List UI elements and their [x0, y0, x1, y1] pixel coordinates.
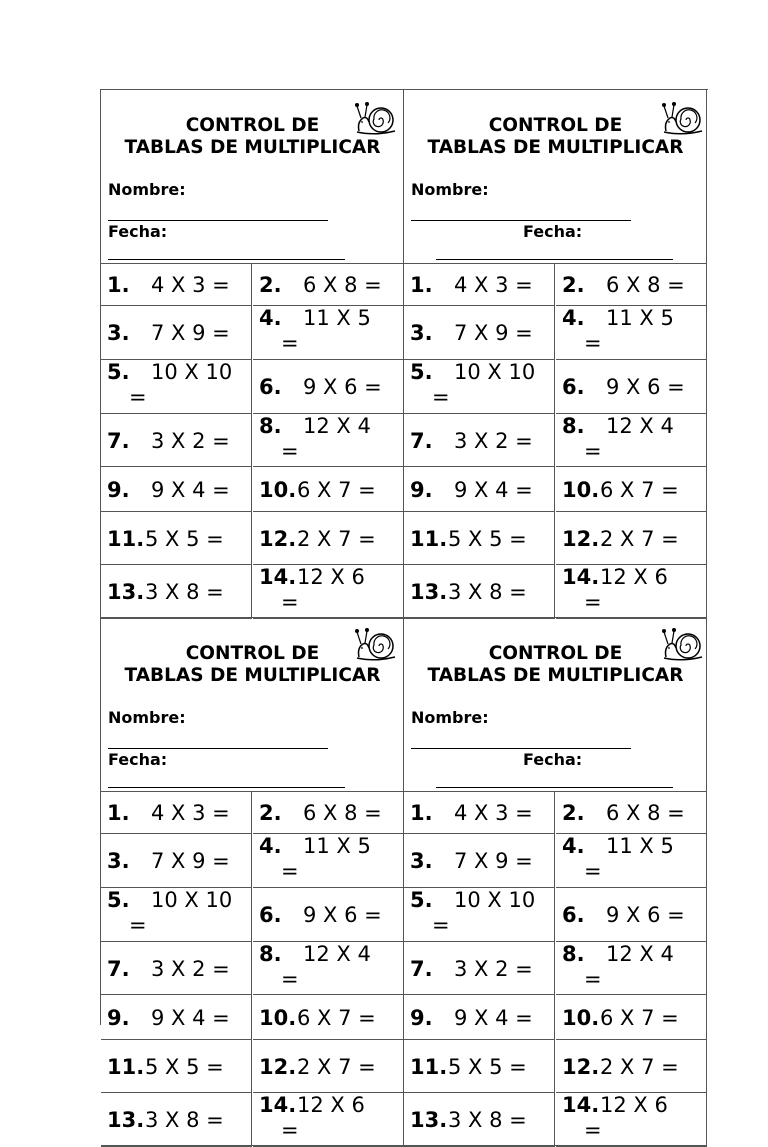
problem-cell[interactable] [253, 264, 404, 306]
problem-cell[interactable] [101, 264, 252, 306]
problem-continuation: = [281, 1118, 299, 1142]
card-title-line2: TABLAS DE MULTIPLICAR [427, 665, 684, 686]
problem-expression: 10 X 10 [151, 888, 233, 912]
problem-expression: 4 X 3 = [151, 801, 230, 825]
problem-cell[interactable] [404, 888, 555, 942]
snail-icon [658, 626, 706, 664]
problem-expression: 11 X 5 [606, 834, 674, 858]
problem-cell[interactable] [556, 414, 707, 467]
problem-cell[interactable] [556, 995, 707, 1040]
problem-expression: 9 X 4 = [151, 478, 230, 502]
problem-continuation: = [584, 859, 602, 883]
problem-expression: 9 X 6 = [606, 375, 685, 399]
date-line[interactable] [108, 259, 345, 260]
problem-cell[interactable] [404, 942, 555, 995]
problem-number: 4. [259, 834, 282, 858]
problem-continuation: = [584, 331, 602, 355]
problem-number: 4. [259, 306, 282, 330]
card-title-line2: TABLAS DE MULTIPLICAR [124, 137, 381, 158]
problem-cell[interactable] [253, 834, 404, 888]
problem-cell[interactable] [556, 360, 707, 414]
problem-number: 7. [410, 429, 433, 453]
problem-expression: 4 X 3 = [151, 273, 230, 297]
problem-cell[interactable] [556, 512, 707, 565]
problem-cell[interactable] [556, 1093, 707, 1147]
problem-cell[interactable] [556, 565, 707, 619]
problem-cell[interactable] [556, 792, 707, 834]
problem-cell[interactable] [556, 1040, 707, 1093]
date-line[interactable] [108, 787, 345, 788]
problem-cell[interactable] [556, 264, 707, 306]
card-title-line1: CONTROL DE [488, 643, 623, 664]
problem-cell[interactable] [404, 1040, 555, 1093]
problem-expression: 3 X 8 = [448, 580, 527, 604]
problem-cell[interactable] [253, 467, 404, 512]
problem-expression: 3 X 8 = [145, 580, 224, 604]
problem-continuation: = [129, 913, 147, 937]
problem-expression: 10 X 10 [151, 360, 233, 384]
name-label: Nombre: [108, 180, 186, 199]
problem-number: 9. [410, 478, 433, 502]
problem-expression: 10 X 10 [454, 888, 536, 912]
problem-number: 8. [259, 942, 282, 966]
problem-cell[interactable] [404, 414, 555, 467]
problem-expression: 9 X 6 = [606, 903, 685, 927]
problem-continuation: = [584, 967, 602, 991]
problem-number: 13. [410, 1108, 448, 1132]
problem-number: 14. [562, 565, 600, 589]
problem-expression: 9 X 6 = [303, 903, 382, 927]
problem-expression: 6 X 7 = [297, 1006, 376, 1030]
card-header [404, 618, 707, 792]
problem-cell[interactable] [101, 467, 252, 512]
problem-cell[interactable] [404, 565, 555, 619]
problem-number: 1. [107, 801, 130, 825]
problem-cell[interactable] [253, 306, 404, 360]
name-line[interactable] [411, 220, 631, 221]
problem-expression: 12 X 4 [303, 414, 371, 438]
problem-continuation: = [584, 1118, 602, 1142]
problem-number: 1. [410, 801, 433, 825]
problem-number: 12. [259, 1055, 297, 1079]
problem-expression: 2 X 7 = [600, 527, 679, 551]
problem-expression: 3 X 8 = [448, 1108, 527, 1132]
problem-expression: 6 X 8 = [303, 801, 382, 825]
problem-cell[interactable] [253, 1040, 404, 1093]
problem-number: 11. [107, 1055, 145, 1079]
problem-expression: 11 X 5 [303, 834, 371, 858]
problem-expression: 4 X 3 = [454, 801, 533, 825]
problem-number: 1. [410, 273, 433, 297]
problem-expression: 12 X 4 [303, 942, 371, 966]
date-label: Fecha: [523, 222, 583, 241]
problem-number: 12. [562, 1055, 600, 1079]
date-label: Fecha: [108, 222, 168, 241]
problem-expression: 9 X 4 = [454, 1006, 533, 1030]
date-label: Fecha: [108, 750, 168, 769]
problem-number: 5. [410, 888, 433, 912]
problem-expression: 5 X 5 = [145, 1055, 224, 1079]
problem-expression: 9 X 6 = [303, 375, 382, 399]
snail-icon [658, 100, 706, 138]
problem-number: 3. [107, 849, 130, 873]
problem-expression: 11 X 5 [606, 306, 674, 330]
name-line[interactable] [411, 748, 631, 749]
problem-cell[interactable] [253, 512, 404, 565]
problem-expression: 4 X 3 = [454, 273, 533, 297]
problem-number: 10. [259, 1006, 297, 1030]
problem-continuation: = [281, 859, 299, 883]
problem-continuation: = [281, 439, 299, 463]
problem-number: 12. [562, 527, 600, 551]
problem-cell[interactable] [101, 1040, 252, 1093]
snail-icon [351, 100, 399, 138]
date-line[interactable] [436, 787, 673, 788]
problem-cell[interactable] [101, 942, 252, 995]
problem-continuation: = [432, 913, 450, 937]
problem-expression: 11 X 5 [303, 306, 371, 330]
problem-cell[interactable] [253, 888, 404, 942]
problem-expression: 2 X 7 = [297, 1055, 376, 1079]
card-title-line1: CONTROL DE [185, 643, 320, 664]
problem-number: 10. [562, 478, 600, 502]
problem-number: 14. [259, 1093, 297, 1117]
problem-cell[interactable] [556, 834, 707, 888]
problem-expression: 12 X 6 [600, 565, 668, 589]
problem-number: 9. [107, 478, 130, 502]
name-label: Nombre: [411, 180, 489, 199]
problem-cell[interactable] [404, 792, 555, 834]
problem-expression: 9 X 4 = [454, 478, 533, 502]
problem-number: 1. [107, 273, 130, 297]
problem-number: 9. [107, 1006, 130, 1030]
problem-expression: 12 X 6 [297, 565, 365, 589]
problem-cell[interactable] [101, 360, 252, 414]
problem-cell[interactable] [404, 995, 555, 1040]
problem-expression: 9 X 4 = [151, 1006, 230, 1030]
name-line[interactable] [108, 220, 328, 221]
problem-cell[interactable] [101, 995, 252, 1040]
problem-cell[interactable] [101, 414, 252, 467]
problem-cell[interactable] [101, 888, 252, 942]
problem-cell[interactable] [101, 834, 252, 888]
problem-number: 5. [410, 360, 433, 384]
problem-continuation: = [281, 967, 299, 991]
problem-cell[interactable] [556, 306, 707, 360]
worksheet-card [404, 618, 707, 1146]
name-label: Nombre: [108, 708, 186, 727]
problem-cell[interactable] [404, 360, 555, 414]
problem-number: 3. [410, 321, 433, 345]
problem-continuation: = [281, 331, 299, 355]
problem-expression: 6 X 8 = [606, 273, 685, 297]
problem-continuation: = [584, 590, 602, 614]
problem-continuation: = [129, 385, 147, 409]
card-title-line1: CONTROL DE [185, 115, 320, 136]
problem-number: 8. [562, 942, 585, 966]
problem-number: 10. [259, 478, 297, 502]
problem-continuation: = [432, 385, 450, 409]
problem-expression: 2 X 7 = [600, 1055, 679, 1079]
problem-number: 7. [107, 429, 130, 453]
problem-cell[interactable] [253, 995, 404, 1040]
problem-continuation: = [584, 439, 602, 463]
card-header [101, 618, 404, 792]
problem-number: 14. [562, 1093, 600, 1117]
problem-number: 2. [259, 273, 282, 297]
problem-cell[interactable] [101, 512, 252, 565]
problem-expression: 12 X 6 [297, 1093, 365, 1117]
card-title-line2: TABLAS DE MULTIPLICAR [427, 137, 684, 158]
problem-expression: 6 X 7 = [297, 478, 376, 502]
problem-cell[interactable] [101, 792, 252, 834]
problem-number: 8. [259, 414, 282, 438]
date-label: Fecha: [523, 750, 583, 769]
problem-cell[interactable] [556, 467, 707, 512]
problem-number: 4. [562, 306, 585, 330]
problem-expression: 5 X 5 = [448, 1055, 527, 1079]
worksheet-sheet [100, 89, 708, 1142]
date-line[interactable] [436, 259, 673, 260]
problem-expression: 5 X 5 = [145, 527, 224, 551]
problem-expression: 6 X 7 = [600, 478, 679, 502]
problem-number: 3. [410, 849, 433, 873]
problem-number: 7. [410, 957, 433, 981]
problem-cell[interactable] [556, 888, 707, 942]
problem-expression: 5 X 5 = [448, 527, 527, 551]
card-header [101, 90, 404, 264]
problem-number: 6. [562, 903, 585, 927]
problem-expression: 3 X 2 = [454, 957, 533, 981]
problem-number: 11. [410, 1055, 448, 1079]
worksheet-card [101, 90, 404, 618]
card-title-line2: TABLAS DE MULTIPLICAR [124, 665, 381, 686]
name-label: Nombre: [411, 708, 489, 727]
problem-number: 11. [410, 527, 448, 551]
card-title-line1: CONTROL DE [488, 115, 623, 136]
problem-number: 13. [410, 580, 448, 604]
problem-cell[interactable] [253, 360, 404, 414]
problem-number: 2. [562, 801, 585, 825]
problem-cell[interactable] [404, 1093, 555, 1147]
problem-cell[interactable] [253, 414, 404, 467]
problem-number: 4. [562, 834, 585, 858]
problem-expression: 6 X 8 = [606, 801, 685, 825]
problem-expression: 3 X 2 = [454, 429, 533, 453]
problem-expression: 12 X 6 [600, 1093, 668, 1117]
worksheet-card [101, 618, 404, 1146]
problem-number: 10. [562, 1006, 600, 1030]
problem-expression: 12 X 4 [606, 942, 674, 966]
snail-icon [351, 626, 399, 664]
problem-number: 2. [259, 801, 282, 825]
problem-cell[interactable] [253, 792, 404, 834]
problem-number: 3. [107, 321, 130, 345]
name-line[interactable] [108, 748, 328, 749]
problem-expression: 2 X 7 = [297, 527, 376, 551]
problem-number: 6. [562, 375, 585, 399]
problem-expression: 7 X 9 = [454, 849, 533, 873]
problem-number: 6. [259, 903, 282, 927]
problem-number: 5. [107, 360, 130, 384]
problem-expression: 3 X 2 = [151, 957, 230, 981]
problem-expression: 7 X 9 = [151, 849, 230, 873]
problem-expression: 10 X 10 [454, 360, 536, 384]
problem-number: 13. [107, 580, 145, 604]
problem-number: 6. [259, 375, 282, 399]
problem-number: 11. [107, 527, 145, 551]
worksheet-card [404, 90, 707, 618]
card-header [404, 90, 707, 264]
problem-cell[interactable] [253, 1093, 404, 1147]
problem-number: 14. [259, 565, 297, 589]
problem-number: 2. [562, 273, 585, 297]
problem-number: 7. [107, 957, 130, 981]
problem-cell[interactable] [404, 467, 555, 512]
problem-cell[interactable] [101, 565, 252, 619]
problem-number: 12. [259, 527, 297, 551]
problem-number: 9. [410, 1006, 433, 1030]
problem-expression: 3 X 8 = [145, 1108, 224, 1132]
problem-expression: 7 X 9 = [151, 321, 230, 345]
problem-expression: 7 X 9 = [454, 321, 533, 345]
problem-expression: 12 X 4 [606, 414, 674, 438]
problem-cell[interactable] [253, 565, 404, 619]
problem-number: 13. [107, 1108, 145, 1132]
problem-cell[interactable] [404, 306, 555, 360]
problem-expression: 6 X 8 = [303, 273, 382, 297]
problem-cell[interactable] [404, 512, 555, 565]
problem-continuation: = [281, 590, 299, 614]
problem-expression: 6 X 7 = [600, 1006, 679, 1030]
problem-cell[interactable] [404, 834, 555, 888]
problem-number: 8. [562, 414, 585, 438]
problem-cell[interactable] [253, 942, 404, 995]
problem-cell[interactable] [404, 264, 555, 306]
problem-number: 5. [107, 888, 130, 912]
problem-cell[interactable] [556, 942, 707, 995]
problem-cell[interactable] [101, 1093, 252, 1147]
problem-expression: 3 X 2 = [151, 429, 230, 453]
problem-cell[interactable] [101, 306, 252, 360]
